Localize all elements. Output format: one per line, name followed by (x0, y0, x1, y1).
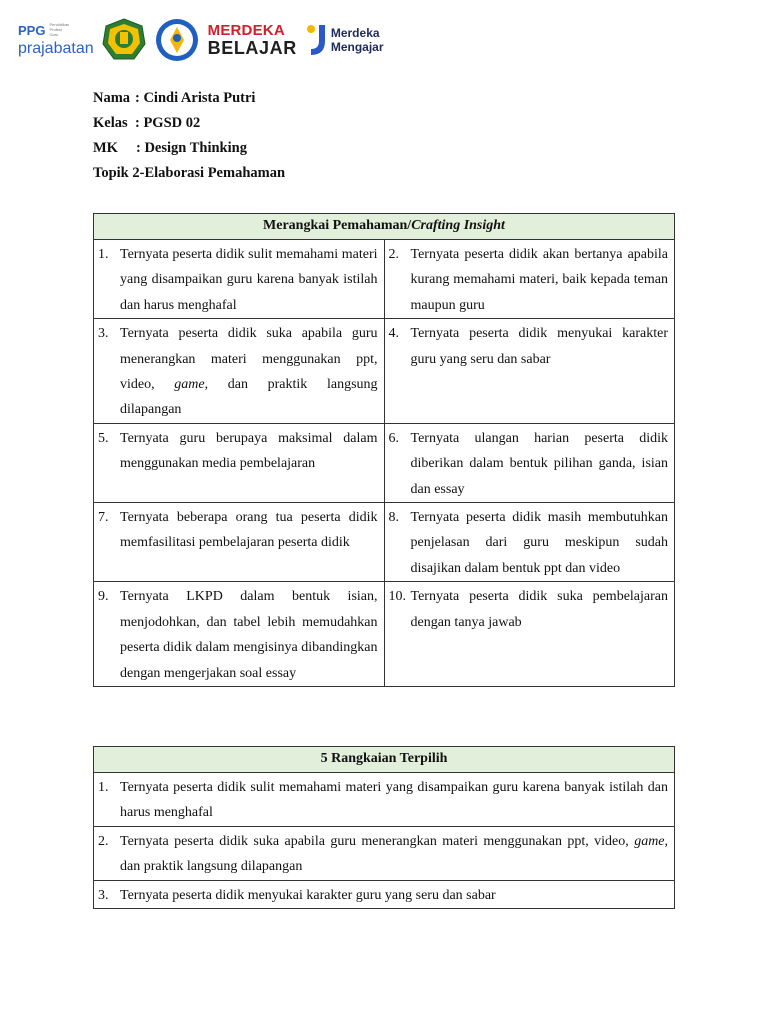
item-number: 1. (98, 780, 109, 795)
insight-item (94, 319, 384, 423)
nama-value: : Cindi Arista Putri (135, 90, 256, 106)
selected-item (94, 881, 674, 908)
item-text: Ternyata peserta didik masih membutuhkan penjelasan dari guru meskipun sudah disajikan dalam bentuk ppt dan video (410, 510, 668, 576)
insight-item (385, 424, 675, 502)
item-number: 3. (98, 326, 109, 342)
item-number: 8. (388, 510, 399, 526)
item-number: 9. (98, 589, 109, 605)
item-number: 1. (98, 247, 109, 262)
table-row (94, 240, 675, 319)
crafting-insight-table (93, 213, 675, 687)
table-row (94, 319, 675, 424)
table-row (94, 826, 675, 880)
header-logos (18, 14, 384, 66)
merdeka-mengajar-logo (305, 23, 384, 57)
table-row (94, 503, 675, 582)
item-text-italic: game (634, 833, 665, 849)
selected-item (94, 773, 674, 826)
item-number: 4. (388, 326, 399, 342)
university-seal-icon (102, 18, 146, 62)
item-text: Ternyata beberapa orang tua peserta didik memfasilitasi pembelajaran peserta didik (120, 510, 378, 551)
merdeka-mengajar-text-1: Merdeka (330, 25, 380, 40)
item-text-part: Ternyata peserta didik suka apabila guru menerangkan materi menggunakan ppt, video, (120, 833, 629, 849)
item-text: Ternyata ulangan harian peserta didik diberikan dalam bentuk pilihan ganda, isian dan essay (410, 430, 668, 497)
mk-value: : Design Thinking (136, 140, 247, 156)
ppg-small-text: Pendidikan Profesi Guru (49, 22, 70, 37)
item-text: Ternyata peserta didik sulit memahami materi yang disampaikan guru karena banyak istilah dan harus menghafal (120, 780, 668, 821)
insight-item (94, 424, 384, 477)
table-row (94, 773, 675, 827)
table-row (94, 423, 675, 502)
selected-item (94, 827, 674, 880)
item-text-italic: game (174, 377, 205, 393)
info-row-mk (93, 136, 285, 161)
header-main-text: Merangkai Pemahaman/ (263, 218, 412, 233)
item-text: Ternyata guru berupaya maksimal dalam menggunakan media pembelajaran (120, 430, 378, 472)
merdeka-mengajar-text-2: Mengajar (330, 40, 384, 54)
student-info (93, 86, 285, 186)
item-number: 3. (98, 887, 109, 903)
item-text: Ternyata peserta didik menyukai karakter guru yang seru dan sabar (120, 887, 496, 903)
merdeka-belajar-logo (208, 23, 297, 57)
prajabatan-text: prajabatan (18, 39, 94, 57)
merdeka-text: MERDEKA (207, 22, 285, 39)
belajar-text: BELAJAR (207, 38, 297, 58)
item-text: Ternyata peserta didik akan bertanya apabila kurang memahami materi, baik kepada teman maupun guru (410, 247, 668, 313)
insight-item (94, 503, 384, 556)
item-text: Ternyata peserta didik suka pembelajaran dengan tanya jawab (410, 589, 668, 630)
mk-label: MK (93, 140, 118, 156)
insight-item (94, 582, 384, 686)
item-text: Ternyata peserta didik sulit memahami materi yang disampaikan guru karena banyak istilah dan harus menghafal (120, 247, 378, 313)
item-number: 6. (388, 430, 399, 446)
item-number: 2. (98, 833, 109, 849)
tut-wuri-handayani-icon (155, 18, 199, 62)
item-text (120, 321, 378, 423)
insight-item (385, 503, 675, 581)
topic-title: Topik 2-Elaborasi Pemahaman (93, 165, 286, 181)
item-number: 5. (98, 430, 109, 446)
kelas-label: Kelas (93, 115, 128, 131)
selected-insights-table (93, 746, 675, 909)
table-row (94, 880, 675, 908)
crafting-insight-header (94, 214, 675, 240)
ppg-text: PPG (18, 22, 46, 38)
merdeka-mengajar-icon (305, 23, 327, 57)
item-text-part: , dan praktik langsung dilapangan (120, 833, 669, 875)
insight-item (94, 240, 384, 318)
ppg-prajabatan-logo (18, 23, 94, 56)
insight-item (385, 240, 675, 318)
info-row-kelas (93, 111, 285, 136)
insight-item (385, 582, 675, 635)
kelas-value: : PGSD 02 (135, 115, 201, 131)
item-text: Ternyata peserta didik menyukai karakter guru yang seru dan sabar (410, 326, 668, 367)
table-row (94, 582, 675, 687)
nama-label: Nama (93, 90, 131, 106)
item-text (120, 829, 668, 880)
selected-insights-header: 5 Rangkaian Terpilih (94, 747, 675, 773)
item-number: 2. (388, 247, 399, 262)
item-text-part: , dan praktik langsung dilapangan (120, 377, 378, 418)
item-number: 7. (98, 510, 109, 526)
item-text: Ternyata LKPD dalam bentuk isian, menjodohkan, dan tabel lebih memudahkan peserta didik dalam mengisinya dibandingkan dengan mengerjakan soal essay (120, 589, 378, 681)
header-italic-text: Crafting Insight (411, 218, 505, 233)
insight-item (385, 319, 675, 372)
item-number: 10. (388, 589, 406, 605)
item-text-part: Ternyata peserta didik suka apabila guru menerangkan materi menggunakan ppt, video, (120, 326, 378, 393)
info-row-nama (93, 86, 285, 111)
